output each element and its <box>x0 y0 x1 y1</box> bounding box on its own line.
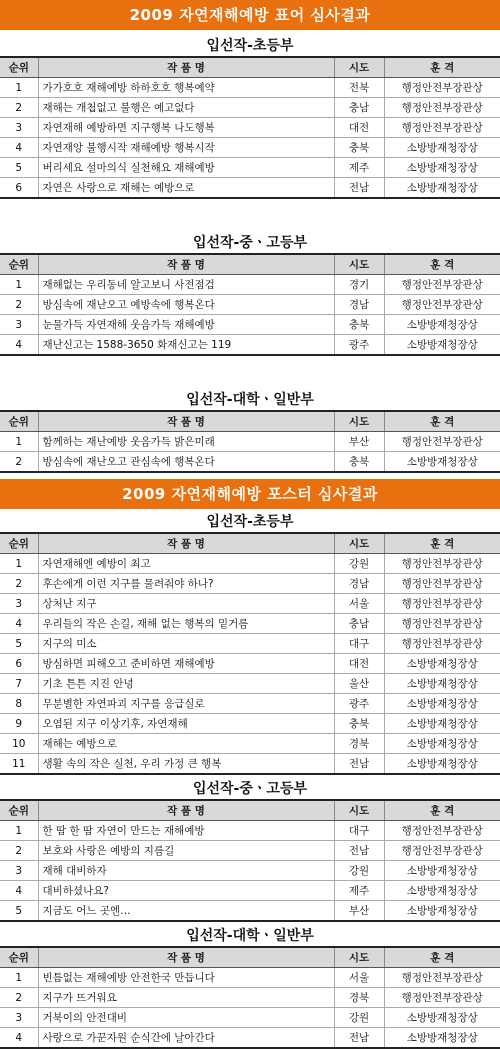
table-row <box>0 1028 500 1049</box>
title-cell: 재해는 예방으로 <box>38 734 334 754</box>
award-cell: 소방방재청장상 <box>384 734 500 754</box>
region-cell: 울산 <box>334 674 384 694</box>
table-row <box>0 452 500 473</box>
header-row <box>0 800 500 821</box>
rank-cell: 2 <box>0 988 38 1008</box>
rank-cell: 3 <box>0 594 38 614</box>
table-row <box>0 275 500 295</box>
title-cell: 빈틈없는 재해예방 안전한국 만듭니다 <box>38 968 334 988</box>
poster-sections <box>0 512 500 1049</box>
table-row <box>0 654 500 674</box>
region-cell: 서울 <box>334 968 384 988</box>
table-row <box>0 674 500 694</box>
poster-section <box>0 779 500 922</box>
rank-cell: 1 <box>0 968 38 988</box>
poster-section <box>0 926 500 1049</box>
table-row <box>0 861 500 881</box>
table-row <box>0 821 500 841</box>
region-header: 시도 <box>334 254 384 275</box>
title-cell: 눈물가득 자연재해 웃음가득 재해예방 <box>38 315 334 335</box>
award-header: 훈 격 <box>384 57 500 78</box>
region-cell: 강원 <box>334 1008 384 1028</box>
award-cell: 소방방재청장상 <box>384 694 500 714</box>
rank-cell: 1 <box>0 275 38 295</box>
award-cell: 소방방재청장상 <box>384 881 500 901</box>
results-table <box>0 410 500 473</box>
table-row <box>0 315 500 335</box>
results-table <box>0 253 500 356</box>
award-header: 훈 격 <box>384 411 500 432</box>
rank-cell: 1 <box>0 432 38 452</box>
table-row <box>0 1008 500 1028</box>
rank-cell: 9 <box>0 714 38 734</box>
rank-cell: 5 <box>0 634 38 654</box>
region-header: 시도 <box>334 57 384 78</box>
region-header: 시도 <box>334 411 384 432</box>
table-row <box>0 138 500 158</box>
results-table <box>0 946 500 1049</box>
rank-cell: 6 <box>0 178 38 199</box>
region-cell: 전남 <box>334 754 384 775</box>
award-cell: 소방방재청장상 <box>384 178 500 199</box>
rank-cell: 2 <box>0 295 38 315</box>
region-cell: 대전 <box>334 654 384 674</box>
award-cell: 소방방재청장상 <box>384 754 500 775</box>
region-cell: 충북 <box>334 452 384 473</box>
rank-header: 순위 <box>0 533 38 554</box>
award-cell: 소방방재청장상 <box>384 138 500 158</box>
region-cell: 전남 <box>334 178 384 199</box>
region-cell: 충북 <box>334 714 384 734</box>
rank-cell: 3 <box>0 861 38 881</box>
award-cell: 소방방재청장상 <box>384 674 500 694</box>
region-cell: 충북 <box>334 138 384 158</box>
table-row <box>0 734 500 754</box>
rank-cell: 11 <box>0 754 38 775</box>
award-header: 훈 격 <box>384 800 500 821</box>
region-cell: 전남 <box>334 841 384 861</box>
award-cell: 행정안전부장관상 <box>384 98 500 118</box>
title-cell: 자연은 사랑으로 재해는 예방으로 <box>38 178 334 199</box>
award-header: 훈 격 <box>384 533 500 554</box>
section-title: 입선작-초등부 <box>206 514 294 530</box>
award-cell: 행정안전부장관상 <box>384 594 500 614</box>
rank-cell: 3 <box>0 1008 38 1028</box>
rank-cell: 3 <box>0 118 38 138</box>
region-cell: 광주 <box>334 694 384 714</box>
award-cell: 소방방재청장상 <box>384 901 500 922</box>
header-row <box>0 411 500 432</box>
region-cell: 대구 <box>334 821 384 841</box>
rank-cell: 5 <box>0 158 38 178</box>
rank-header: 순위 <box>0 254 38 275</box>
header-row <box>0 947 500 968</box>
table-row <box>0 694 500 714</box>
rank-cell: 5 <box>0 901 38 922</box>
rank-cell: 4 <box>0 335 38 356</box>
rank-cell: 8 <box>0 694 38 714</box>
award-cell: 소방방재청장상 <box>384 714 500 734</box>
section-title: 입선작-중ㆍ고등부 <box>192 781 307 797</box>
award-cell: 행정안전부장관상 <box>384 841 500 861</box>
award-cell: 행정안전부장관상 <box>384 821 500 841</box>
award-cell: 소방방재청장상 <box>384 861 500 881</box>
rank-header: 순위 <box>0 800 38 821</box>
award-cell: 소방방재청장상 <box>384 1028 500 1049</box>
region-cell: 강원 <box>334 861 384 881</box>
title-cell: 보호와 사랑은 예방의 지름길 <box>38 841 334 861</box>
award-cell: 소방방재청장상 <box>384 335 500 356</box>
section-title: 입선작-초등부 <box>206 38 294 54</box>
title-cell: 무분별한 자연파괴 지구를 응급실로 <box>38 694 334 714</box>
title-cell: 상처난 지구 <box>38 594 334 614</box>
region-cell: 충북 <box>334 315 384 335</box>
region-cell: 경남 <box>334 295 384 315</box>
title-cell: 재난신고는 1588-3650 화재신고는 119 <box>38 335 334 356</box>
section-title: 입선작-중ㆍ고등부 <box>192 235 307 251</box>
award-cell: 소방방재청장상 <box>384 1008 500 1028</box>
region-cell: 서울 <box>334 594 384 614</box>
poster-section <box>0 512 500 775</box>
rank-cell: 3 <box>0 315 38 335</box>
region-cell: 전북 <box>334 78 384 98</box>
title-header: 작 품 명 <box>38 254 334 275</box>
award-cell: 소방방재청장상 <box>384 452 500 473</box>
rank-cell: 4 <box>0 1028 38 1049</box>
table-row <box>0 554 500 574</box>
title-header: 작 품 명 <box>38 947 334 968</box>
title-cell: 우리들의 작은 손길, 재해 없는 행복의 밑거름 <box>38 614 334 634</box>
title-cell: 가가호호 재해예방 하하호호 행복예약 <box>38 78 334 98</box>
section-title: 입선작-대학ㆍ일반부 <box>186 928 314 944</box>
award-cell: 행정안전부장관상 <box>384 614 500 634</box>
results-table <box>0 532 500 775</box>
title-cell: 한 땀 한 땀 자연이 만드는 재해예방 <box>38 821 334 841</box>
award-cell: 행정안전부장관상 <box>384 118 500 138</box>
table-row <box>0 754 500 775</box>
title-header: 작 품 명 <box>38 411 334 432</box>
table-row <box>0 78 500 98</box>
title-cell: 후손에게 이런 지구를 물려줘야 하나? <box>38 574 334 594</box>
region-cell: 대전 <box>334 118 384 138</box>
title-cell: 함께하는 재난예방 웃음가득 밝은미래 <box>38 432 334 452</box>
title-cell: 방심속에 재난오고 예방속에 행복온다 <box>38 295 334 315</box>
region-header: 시도 <box>334 947 384 968</box>
results-table <box>0 56 500 199</box>
title-cell: 지구가 뜨거워요 <box>38 988 334 1008</box>
title-cell: 자연재해 예방하면 지구행복 나도행복 <box>38 118 334 138</box>
table-row <box>0 841 500 861</box>
poster-results-banner: 2009 자연재해예방 포스터 심사결과 <box>0 479 500 509</box>
title-header: 작 품 명 <box>38 57 334 78</box>
table-row <box>0 574 500 594</box>
rank-cell: 2 <box>0 574 38 594</box>
title-cell: 지금도 어느 곳엔… <box>38 901 334 922</box>
table-row <box>0 594 500 614</box>
title-cell: 자연재앙 불행시작 재해예방 행복시작 <box>38 138 334 158</box>
table-row <box>0 295 500 315</box>
title-cell: 버리세요 설마의식 실천해요 재해예방 <box>38 158 334 178</box>
title-cell: 방심속에 재난오고 관심속에 행복온다 <box>38 452 334 473</box>
region-header: 시도 <box>334 533 384 554</box>
region-cell: 대구 <box>334 634 384 654</box>
table-row <box>0 968 500 988</box>
title-cell: 자연재해엔 예방이 최고 <box>38 554 334 574</box>
title-cell: 지구의 미소 <box>38 634 334 654</box>
results-table <box>0 799 500 922</box>
region-header: 시도 <box>334 800 384 821</box>
award-cell: 행정안전부장관상 <box>384 988 500 1008</box>
table-row <box>0 614 500 634</box>
title-cell: 재해없는 우리동네 알고보니 사전점검 <box>38 275 334 295</box>
region-cell: 충남 <box>334 614 384 634</box>
rank-cell: 4 <box>0 138 38 158</box>
award-cell: 행정안전부장관상 <box>384 432 500 452</box>
title-cell: 생활 속의 작은 실천, 우리 가정 큰 행복 <box>38 754 334 775</box>
table-row <box>0 634 500 654</box>
rank-header: 순위 <box>0 947 38 968</box>
region-cell: 강원 <box>334 554 384 574</box>
rank-cell: 2 <box>0 841 38 861</box>
region-cell: 전남 <box>334 1028 384 1049</box>
rank-cell: 6 <box>0 654 38 674</box>
table-row <box>0 178 500 199</box>
award-cell: 행정안전부장관상 <box>384 634 500 654</box>
slogan-section <box>0 233 500 356</box>
title-cell: 재해 대비하자 <box>38 861 334 881</box>
rank-cell: 10 <box>0 734 38 754</box>
section-title: 입선작-대학ㆍ일반부 <box>186 392 314 408</box>
table-row <box>0 158 500 178</box>
header-row <box>0 57 500 78</box>
region-cell: 경북 <box>334 734 384 754</box>
table-row <box>0 881 500 901</box>
award-header: 훈 격 <box>384 254 500 275</box>
header-row <box>0 254 500 275</box>
table-row <box>0 432 500 452</box>
rank-cell: 1 <box>0 821 38 841</box>
region-cell: 광주 <box>334 335 384 356</box>
award-cell: 소방방재청장상 <box>384 158 500 178</box>
region-cell: 경기 <box>334 275 384 295</box>
title-cell: 거북이의 안전대비 <box>38 1008 334 1028</box>
table-row <box>0 98 500 118</box>
region-cell: 제주 <box>334 881 384 901</box>
region-cell: 경북 <box>334 988 384 1008</box>
title-header: 작 품 명 <box>38 533 334 554</box>
table-row <box>0 901 500 922</box>
rank-cell: 4 <box>0 881 38 901</box>
table-row <box>0 335 500 356</box>
award-cell: 소방방재청장상 <box>384 654 500 674</box>
title-cell: 대비하셨나요? <box>38 881 334 901</box>
slogan-results-banner: 2009 자연재해예방 표어 심사결과 <box>0 0 500 30</box>
rank-cell: 2 <box>0 98 38 118</box>
table-row <box>0 988 500 1008</box>
region-cell: 경남 <box>334 574 384 594</box>
title-header: 작 품 명 <box>38 800 334 821</box>
rank-header: 순위 <box>0 411 38 432</box>
rank-cell: 7 <box>0 674 38 694</box>
rank-cell: 1 <box>0 78 38 98</box>
award-cell: 행정안전부장관상 <box>384 78 500 98</box>
award-cell: 소방방재청장상 <box>384 315 500 335</box>
region-cell: 제주 <box>334 158 384 178</box>
rank-cell: 1 <box>0 554 38 574</box>
region-cell: 부산 <box>334 432 384 452</box>
title-cell: 오염된 지구 이상기후, 자연재해 <box>38 714 334 734</box>
award-cell: 행정안전부장관상 <box>384 554 500 574</box>
region-cell: 부산 <box>334 901 384 922</box>
rank-cell: 2 <box>0 452 38 473</box>
award-cell: 행정안전부장관상 <box>384 574 500 594</box>
table-row <box>0 714 500 734</box>
title-cell: 사랑으로 가꾼자원 순식간에 날아간다 <box>38 1028 334 1049</box>
header-row <box>0 533 500 554</box>
award-cell: 행정안전부장관상 <box>384 275 500 295</box>
slogan-sections <box>0 36 500 473</box>
table-row <box>0 118 500 138</box>
rank-cell: 4 <box>0 614 38 634</box>
slogan-section <box>0 36 500 199</box>
title-cell: 기초 튼튼 지진 안녕 <box>38 674 334 694</box>
region-cell: 충남 <box>334 98 384 118</box>
award-cell: 행정안전부장관상 <box>384 968 500 988</box>
title-cell: 방심하면 피해오고 준비하면 재해예방 <box>38 654 334 674</box>
slogan-section <box>0 390 500 473</box>
rank-header: 순위 <box>0 57 38 78</box>
award-cell: 행정안전부장관상 <box>384 295 500 315</box>
award-header: 훈 격 <box>384 947 500 968</box>
title-cell: 재해는 개첩없고 불행은 예고없다 <box>38 98 334 118</box>
